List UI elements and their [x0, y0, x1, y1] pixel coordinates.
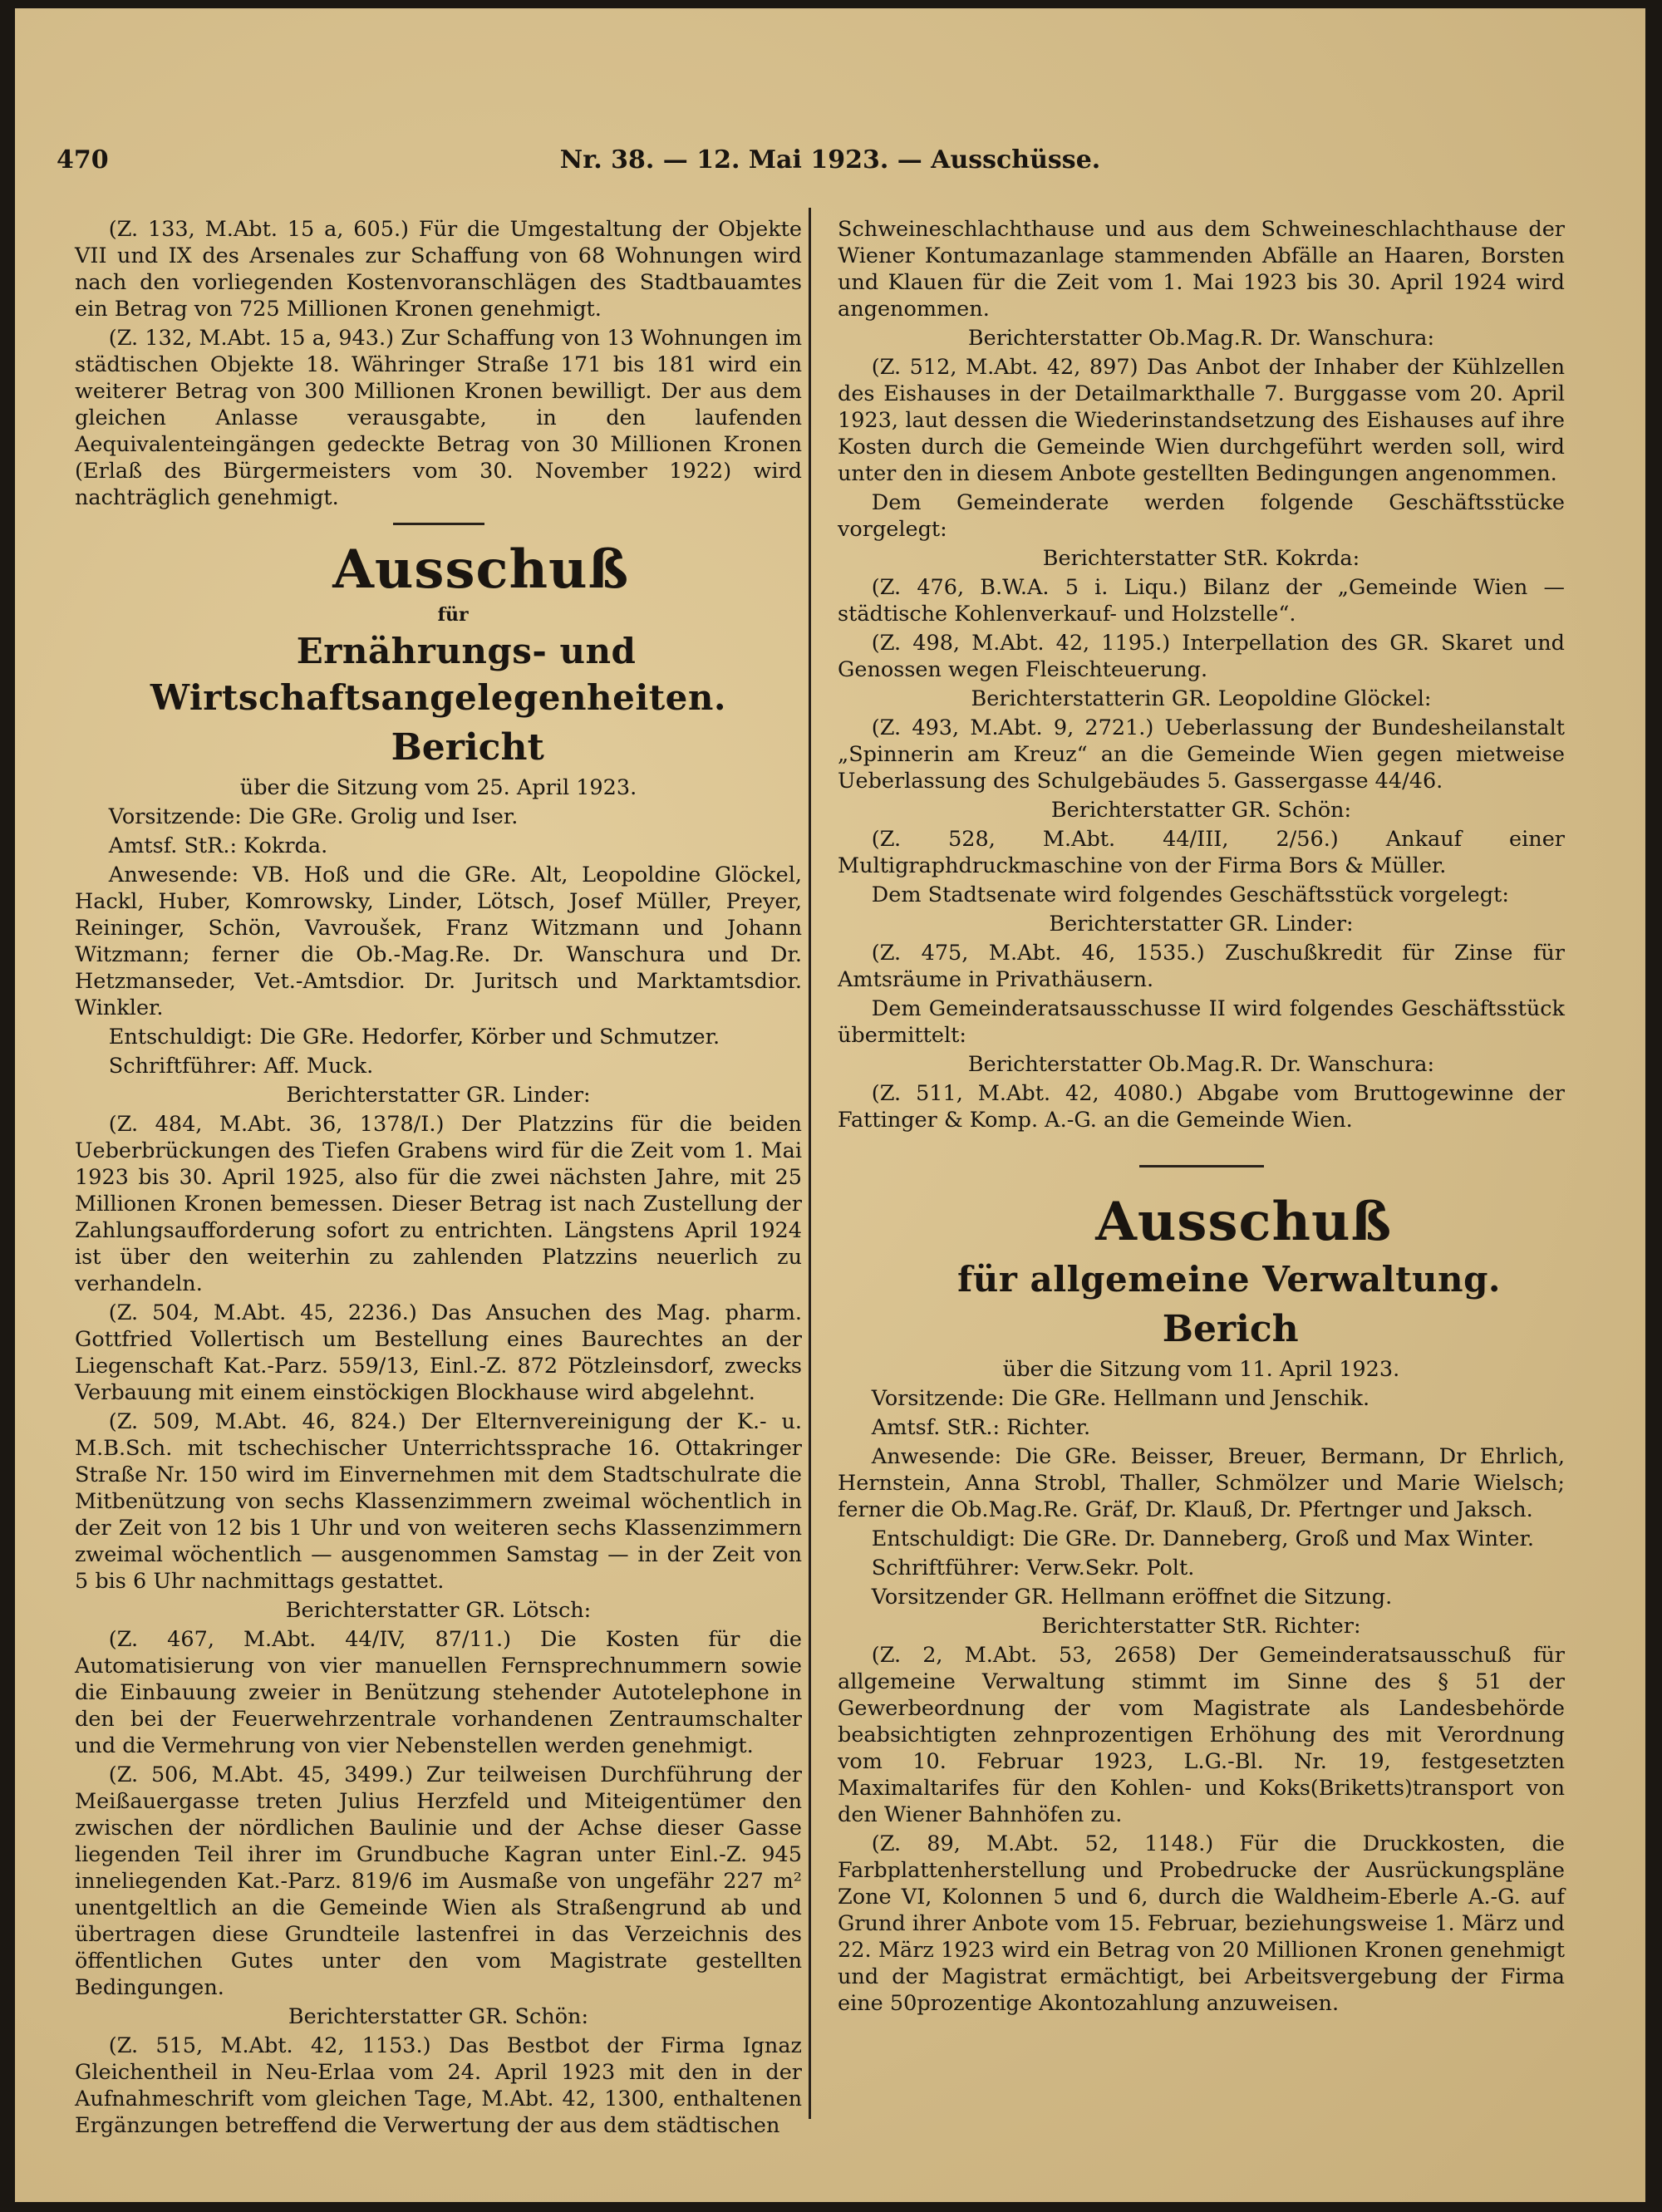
attendees: Anwesende: VB. Hoß und die GRe. Alt, Leopoldine Glöckel, Hackl, Huber, Komrowsky, Linder, Lötsch, Josef Müller, Preyer, Reininger, Schön, Vavroušek, Franz Witzmann und Johann Witzmann; ferner die Ob.-Mag.Re. Dr. Wanschura und Dr. Hetzmanseder, Vet.-Amtsdior. Dr. Juritsch und Marktamtsdior. Winkler.: [75, 863, 802, 1020]
section-title: Ausschuß: [332, 538, 630, 601]
page-header: [57, 145, 1604, 187]
column-divider: [809, 208, 811, 2119]
rapporteur: Berichterstatter GR. Schön:: [288, 2004, 589, 2029]
report-heading: Bericht: [391, 726, 544, 769]
rapporteur: Berichterstatter GR. Lötsch:: [285, 1598, 592, 1623]
rapporteur: Berichterstatter Ob.Mag.R. Dr. Wanschura:: [967, 1052, 1435, 1077]
section-title-fuer: für: [437, 604, 469, 626]
paragraph: (Z. 467, M.Abt. 44/IV, 87/11.) Die Kosten für die Automatisierung von vier manuellen Fernsprechnummern sowie die Einbauung zweier in Benützung stehender Autotelephone in den bei der Feuerwehrzentrale vorhandenen Zentraumschalter und die Vermehrung von vier Nebenstellen werden genehmigt.: [75, 1627, 802, 1758]
running-head: Nr. 38. — 12. Mai 1923. — Ausschüsse.: [559, 145, 1101, 175]
chair-line: Vorsitzende: Die GRe. Hellmann und Jenschik.: [871, 1386, 1370, 1411]
paragraph: (Z. 511, M.Abt. 42, 4080.) Abgabe vom Bruttogewinne der Fattinger & Komp. A.-G. an die Gemeinde Wien.: [838, 1081, 1565, 1133]
paragraph: (Z. 504, M.Abt. 45, 2236.) Das Ansuchen des Mag. pharm. Gottfried Vollertisch um Bestellung eines Baurechtes an der Liegenschaft Kat.-Parz. 559/13, Einl.-Z. 872 Pötzleinsdorf, zwecks Verbauung mit einem einstöckigen Blockhause wird abgelehnt.: [75, 1300, 802, 1405]
section-subject: Ernährungs- und Wirtschaftsangelegenheiten.: [150, 631, 727, 718]
page-number: 470: [57, 145, 109, 175]
acting-councillor: Amtsf. StR.: Richter.: [871, 1415, 1091, 1440]
rapporteur: Berichterstatter Ob.Mag.R. Dr. Wanschura:: [967, 326, 1435, 351]
paragraph: (Z. 506, M.Abt. 45, 3499.) Zur teilweisen Durchführung der Meißauergasse treten Julius Herzfeld und Miteigentümer den zwischen der nördlichen Baulinie und der Achse dieser Gasse liegenden Teil ihrer im Grundbuche Kagran unter Einl.-Z. 945 inneliegenden Kat.-Parz. 819/6 im Ausmaße von ungefähr 227 m² unentgeltlich an die Gemeinde Wien als Straßengrund ab und übertragen diese Grundteile lastenfrei in das Verzeichnis des öffentlichen Gutes unter den vom Magistrate gestellten Bedingungen.: [75, 1762, 802, 2000]
paragraph: (Z. 476, B.W.A. 5 i. Liqu.) Bilanz der „Gemeinde Wien — städtische Kohlenverkauf- und Holzstelle“.: [838, 575, 1565, 627]
section-rule: [1139, 1165, 1264, 1167]
paragraph: (Z. 498, M.Abt. 42, 1195.) Interpellation des GR. Skaret und Genossen wegen Fleischteuerung.: [838, 631, 1565, 682]
paragraph: (Z. 484, M.Abt. 36, 1378/I.) Der Platzzins für die beiden Ueberbrückungen des Tiefen Grabens wird für die Zeit vom 1. Mai 1923 bis 30. April 1925, also für die zwei nächsten Jahre, mit 25 Millionen Kronen bemessen. Dieser Betrag ist nach Zustellung der Zahlungsaufforderung sofort zu entrichten. Längstens April 1924 ist über den weiterhin zu zahlenden Platzzins neuerlich zu verhandeln.: [75, 1112, 802, 1296]
paragraph: (Z. 475, M.Abt. 46, 1535.) Zuschußkredit für Zinse für Amtsräume in Privathäusern.: [838, 941, 1565, 992]
secretary-line: Schriftführer: Verw.Sekr. Polt.: [871, 1556, 1195, 1580]
section-rule: [393, 523, 484, 525]
session-date: über die Sitzung vom 25. April 1923.: [239, 775, 637, 800]
excused-list: Entschuldigt: Die GRe. Hedorfer, Körber und Schmutzer.: [108, 1025, 720, 1049]
opening-line: Vorsitzender GR. Hellmann eröffnet die Sitzung.: [871, 1585, 1393, 1610]
paragraph: (Z. 133, M.Abt. 15 a, 605.) Für die Umgestaltung der Objekte VII und IX des Arsenales zur Schaffung von 68 Wohnungen wird nach den vorliegenden Kostenvoranschlägen des Stadtbauamtes ein Betrag von 725 Millionen Kronen genehmigt.: [75, 217, 802, 322]
rapporteur: Berichterstatterin GR. Leopoldine Glöckel:: [971, 686, 1432, 711]
paragraph: Schweineschlachthause und aus dem Schweineschlachthause der Wiener Kontumazanlage stammenden Abfälle an Haaren, Borsten und Klauen für die Zeit vom 1. Mai 1923 bis 30. April 1924 wird angenommen.: [838, 217, 1565, 322]
right-column: [838, 216, 1565, 2019]
chair-line: Vorsitzende: Die GRe. Grolig und Iser.: [108, 804, 519, 829]
paragraph: (Z. 515, M.Abt. 42, 1153.) Das Bestbot der Firma Ignaz Gleichentheil in Neu-Erlaa vom 24. April 1923 mit den in der Aufnahmeschrift vom gleichen Tage, M.Abt. 42, 1300, enthaltenen Ergänzungen betreffend die Verwertung der aus dem städtischen: [75, 2033, 802, 2138]
section-subject: für allgemeine Verwaltung.: [957, 1259, 1502, 1300]
rapporteur: Berichterstatter GR. Schön:: [1050, 798, 1352, 823]
acting-councillor: Amtsf. StR.: Kokrda.: [108, 833, 328, 858]
paragraph: (Z. 132, M.Abt. 15 a, 943.) Zur Schaffung von 13 Wohnungen im städtischen Objekte 18. Währinger Straße 171 bis 181 wird ein weiterer Betrag von 300 Millionen Kronen bewilligt. Der aus dem gleichen Anlasse verausgabte, in den laufenden Aequivalenteingängen gedeckte Betrag von 30 Millionen Kronen (Erlaß des Bürgermeisters vom 30. November 1922) wird nachträglich genehmigt.: [75, 326, 802, 510]
rapporteur: Berichterstatter GR. Linder:: [286, 1083, 591, 1108]
excused-list: Entschuldigt: Die GRe. Dr. Danneberg, Groß und Max Winter.: [871, 1526, 1534, 1551]
attendees: Anwesende: Die GRe. Beisser, Breuer, Bermann, Dr Ehrlich, Hernstein, Anna Strobl, Thaller, Schmölzer und Marie Wielsch; ferner die Ob.Mag.Re. Gräf, Dr. Klauß, Dr. Pfertnger und Jaksch.: [838, 1444, 1565, 1522]
paragraph: Dem Stadtsenate wird folgendes Geschäftsstück vorgelegt:: [871, 882, 1509, 907]
rapporteur: Berichterstatter GR. Linder:: [1049, 912, 1354, 936]
paragraph: (Z. 528, M.Abt. 44/III, 2/56.) Ankauf einer Multigraphdruckmaschine von der Firma Bors & Müller.: [838, 827, 1565, 878]
left-column: [75, 216, 802, 2141]
rapporteur: Berichterstatter StR. Kokrda:: [1042, 546, 1360, 571]
secretary-line: Schriftführer: Aff. Muck.: [108, 1054, 374, 1079]
paragraph: (Z. 2, M.Abt. 53, 2658) Der Gemeinderatsausschuß für allgemeine Verwaltung stimmt im Sinne des § 51 der Gewerbeordnung der vom Magistrate als Landesbehörde beabsichtigten zehnprozentigen Erhöhung des mit Verordnung vom 10. Februar 1923, L.G.-Bl. Nr. 19, festgesetzten Maximaltarifes für den Kohlen- und Koks(Briketts)transport von den Wiener Bahnhöfen zu.: [838, 1643, 1565, 1827]
report-heading: Berich: [1162, 1308, 1299, 1350]
session-date: über die Sitzung vom 11. April 1923.: [1002, 1357, 1400, 1382]
newspaper-page: [15, 8, 1645, 2202]
paragraph: (Z. 509, M.Abt. 46, 824.) Der Elternvereinigung der K.- u. M.B.Sch. mit tschechischer Unterrichtssprache 16. Ottakringer Straße Nr. 150 wird im Einvernehmen mit dem Stadtschulrate die Mitbenützung von sechs Klassenzimmern zweimal wöchentlich in der Zeit von 12 bis 1 Uhr und von weiteren sechs Klassenzimmern zweimal wöchentlich — ausgenommen Samstag — in der Zeit von 5 bis 6 Uhr nachmittags gestattet.: [75, 1409, 802, 1594]
paragraph: (Z. 89, M.Abt. 52, 1148.) Für die Druckkosten, die Farbplattenherstellung und Probedrucke der Ausrückungspläne Zone VI, Kolonnen 5 und 6, durch die Waldheim-Eberle A.-G. auf Grund ihrer Anbote vom 15. Februar, beziehungsweise 1. März und 22. März 1923 wird ein Betrag von 20 Millionen Kronen genehmigt und der Magistrat ermächtigt, bei Arbeitsvergebung der Firma eine 50prozentige Akontozahlung anzuweisen.: [838, 1831, 1565, 2016]
paragraph: (Z. 493, M.Abt. 9, 2721.) Ueberlassung der Bundesheilanstalt „Spinnerin am Kreuz“ an die Gemeinde Wien gegen mietweise Ueberlassung des Schulgebäudes 5. Gassergasse 44/46.: [838, 715, 1565, 794]
section-title: Ausschuß: [1095, 1191, 1393, 1253]
rapporteur: Berichterstatter StR. Richter:: [1041, 1614, 1361, 1639]
paragraph: Dem Gemeinderate werden folgende Geschäftsstücke vorgelegt:: [838, 490, 1565, 542]
paragraph: (Z. 512, M.Abt. 42, 897) Das Anbot der Inhaber der Kühlzellen des Eishauses in der Detailmarkthalle 7. Burggasse vom 20. April 1923, laut dessen die Wiederinstandsetzung des Eishauses auf ihre Kosten durch die Gemeinde Wien durchgeführt werden soll, wird unter den in diesem Anbote gestellten Bedingungen angenommen.: [838, 355, 1565, 486]
paragraph: Dem Gemeinderatsausschusse II wird folgendes Geschäftsstück übermittelt:: [838, 996, 1565, 1048]
